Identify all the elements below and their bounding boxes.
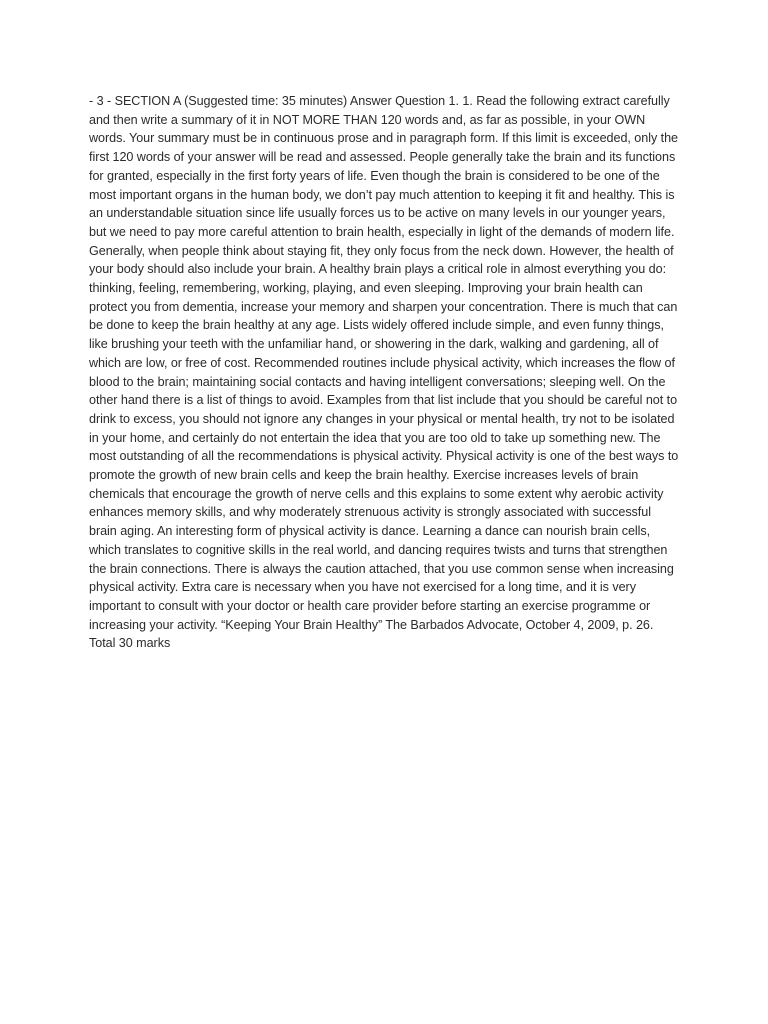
document-body-text: - 3 - SECTION A (Suggested time: 35 minutes) Answer Question 1. 1. Read the following extract carefully and then write a summary of it in NOT MORE THAN 120 words and, as far as possible, in your OWN words. Your summary must be in continuous prose and in paragraph form. If this limit is exceeded, only the first 120 words of your answer will be read and assessed. People generally take the brain and its functions for granted, especially in the first forty years of life. Even though the brain is considered to be one of the most important organs in the human body, we don’t pay much attention to keeping it fit and healthy. This is an understandable situation since life usually forces us to be active on many levels in our younger years, but we need to pay more careful attention to brain health, especially in light of the demands of modern life. Generally, when people think about staying fit, they only focus from the neck down. However, the health of your body should also include your brain. A healthy brain plays a critical role in almost everything you do: thinking, feeling, remembering, working, playing, and even sleeping. Improving your brain health can protect you from dementia, increase your memory and sharpen your concentration. There is much that can be done to keep the brain healthy at any age. Lists widely offered include simple, and even funny things, like brushing your teeth with the unfamiliar hand, or showering in the dark, walking and gardening, all of which are low, or free of cost. Recommended routines include physical activity, which increases the flow of blood to the brain; maintaining social contacts and having intelligent conversations; sleeping well. On the other hand there is a list of things to avoid. Examples from that list include that you should be careful not to drink to excess, you should not ignore any changes in your physical or mental health, try not to be isolated in your home, and certainly do not entertain the idea that you are too old to take up something new. The most outstanding of all the recommendations is physical activity. Physical activity is one of the best ways to promote the growth of new brain cells and keep the brain healthy. Exercise increases levels of brain chemicals that encourage the growth of nerve cells and this explains to some extent why aerobic activity enhances memory skills, and why moderately strenuous activity is strongly associated with successful brain aging. An interesting form of physical activity is dance. Learning a dance can nourish brain cells, which translates to cognitive skills in the real world, and dancing requires twists and turns that strengthen the brain connections. There is always the caution attached, that you use common sense when increasing physical activity. Extra care is necessary when you have not exercised for a long time, and it is very important to consult with your doctor or health care provider before starting an exercise programme or increasing your activity. “Keeping Your Brain Healthy” The Barbados Advocate, October 4, 2009, p. 26. Total 30 marks <box>89 94 679 651</box>
